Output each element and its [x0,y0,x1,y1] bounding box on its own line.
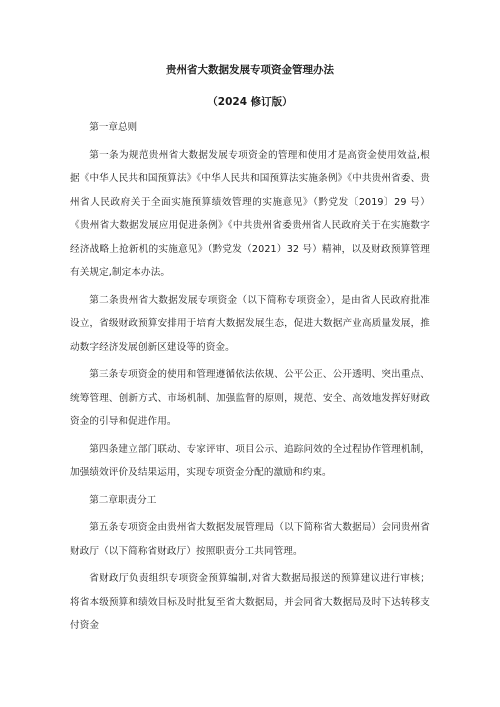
article-4: 第四条建立部门联动、专家评审、项目公示、追踪问效的全过程协作管理机制，加强绩效评价及结果运用，实现专项资金分配的激励和约束。 [70,443,430,478]
article-5-paragraph-2: 省财政厅负责组织专项资金预算编制,对省大数据局报送的预算建议进行审核；将省本级预算和绩效目标及时批复至省大数据局，并会同省大数据局及时下达转移支付资金 [70,573,430,631]
article-3: 第三条专项资金的使用和管理遵循依法依规、公平公正、公开透明、突出重点、统筹管理、创新方式、市场机制、加强监督的原则，规范、安全、高效地发挥好财政资金的引导和促进作用。 [70,369,430,427]
article-5: 第五条专项资金由贵州省大数据发展管理局（以下简称省大数据局）会同贵州省财政厅（以下简称省财政厅）按照职责分工共同管理。 [70,522,430,557]
document-subtitle: （2024 修订版） [207,96,293,108]
article-2: 第二条贵州省大数据发展专项资金（以下简称专项资金），是由省人民政府批准设立，省级财政预算安排用于培育大数据发展生态，促进大数据产业高质量发展，推动数字经济发展创新区建设等的资金。 [70,294,430,353]
chapter-heading-2: 第二章职责分工 [89,494,157,506]
document-title: 贵州省大数据发展专项资金管理办法 [166,64,334,76]
article-1: 第一条为规范贵州省大数据发展专项资金的管理和使用才是高资金使用效益,根据《中华人民共和国预算法》《中华人民共和国预算法实施条例》《中共贵州省委、贵州省人民政府关于全面实施预算绩效管理的实施意见》（黔党发〔2019〕29 号）《贵州省大数据发展应用促进条例》《中共贵州省委贵州省人民政府关于在实施数字经济战略上抢新机的实施意见》（黔党发（2021）32 号）精神，以及财政预算管理有关规定,制定本办法。 [70,149,430,278]
chapter-heading-1: 第一章总则 [89,122,138,133]
